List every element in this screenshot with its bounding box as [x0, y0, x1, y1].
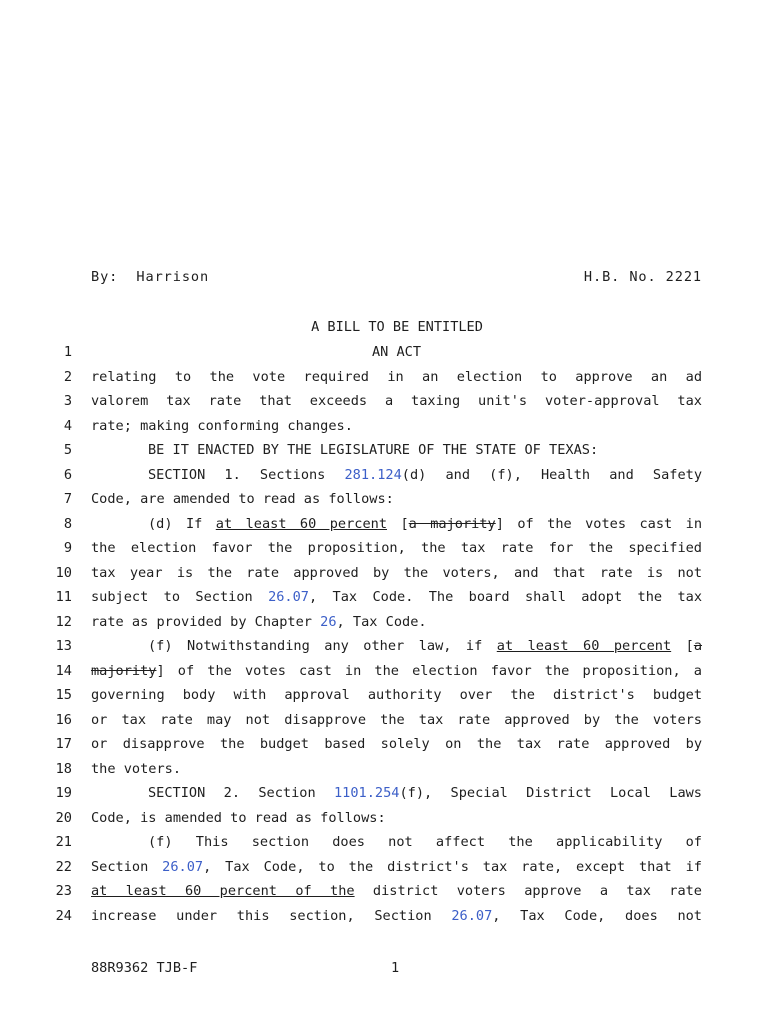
line-text: subject to Section 26.07, Tax Code. The board shall adopt the tax — [91, 589, 702, 606]
act-heading: AN ACT — [371, 344, 422, 360]
statute-link[interactable]: 1101.254 — [333, 785, 400, 802]
inserted-text: at least 60 percent — [215, 515, 388, 532]
statute-link[interactable]: 281.124 — [344, 466, 402, 483]
bill-line — [0, 563, 770, 588]
bill-line — [0, 906, 770, 931]
line-number: 12 — [55, 613, 72, 630]
deleted-text: majority — [91, 662, 157, 679]
line-number: 3 — [63, 393, 72, 410]
enacting-clause: BE IT ENACTED BY THE LEGISLATURE OF THE STATE OF TEXAS: — [148, 442, 599, 459]
bill-line — [0, 734, 770, 759]
bill-line — [0, 440, 770, 465]
line-number: 17 — [55, 736, 72, 753]
line-number: 16 — [55, 711, 72, 728]
bill-line — [0, 465, 770, 490]
line-number: 4 — [63, 417, 72, 434]
page-number: 1 — [391, 960, 400, 976]
line-text: governing body with approval authority over the district's budget — [91, 687, 702, 704]
line-text: valorem tax rate that exceeds a taxing unit's voter-approval tax — [91, 393, 702, 410]
document-code: 88R9362 TJB-F — [91, 960, 198, 976]
bill-line — [0, 416, 770, 441]
line-number: 24 — [55, 907, 72, 924]
bill-author: By: Harrison — [91, 269, 210, 285]
line-text: (f) This section does not affect the applicability of — [148, 834, 702, 851]
bill-line — [0, 661, 770, 686]
line-number: 8 — [63, 515, 72, 532]
line-text: (f) Notwithstanding any other law, if at least 60 percent [a — [148, 638, 703, 655]
line-text: or tax rate may not disapprove the tax rate approved by the voters — [91, 711, 702, 728]
line-number: 11 — [55, 589, 72, 606]
line-text: Code, is amended to read as follows: — [91, 809, 386, 826]
statute-link[interactable]: 26.07 — [451, 907, 493, 924]
line-number: 15 — [55, 687, 72, 704]
line-number: 13 — [55, 638, 72, 655]
bill-line — [0, 612, 770, 637]
line-text: increase under this section, Section 26.07, Tax Code, does not — [91, 907, 702, 924]
line-text: Section 26.07, Tax Code, to the district's tax rate, except that if — [91, 858, 702, 875]
line-text: the voters. — [91, 760, 182, 777]
line-text: majority] of the votes cast in the election favor the proposition, a — [91, 662, 702, 679]
bill-number: H.B. No. 2221 — [583, 269, 702, 285]
line-number: 7 — [63, 491, 72, 508]
line-number: 22 — [55, 858, 72, 875]
line-text: Code, are amended to read as follows: — [91, 491, 394, 508]
inserted-text: at least 60 percent of the — [91, 883, 355, 900]
line-text: or disapprove the budget based solely on the tax rate approved by — [91, 736, 702, 753]
bill-line — [0, 391, 770, 416]
bill-line — [0, 538, 770, 563]
line-number: 10 — [55, 564, 72, 581]
statute-link[interactable]: 26.07 — [162, 858, 204, 875]
statute-link[interactable]: 26.07 — [268, 589, 309, 606]
bill-line — [0, 832, 770, 857]
deleted-text: a — [693, 638, 703, 655]
bill-line — [0, 857, 770, 882]
line-text: SECTION 1. Sections 281.124(d) and (f), Health and Safety — [148, 466, 702, 483]
line-text: relating to the vote required in an election to approve an ad — [91, 368, 702, 385]
bill-line — [0, 489, 770, 514]
line-text: tax year is the rate approved by the voters, and that rate is not — [91, 564, 702, 581]
line-text: the election favor the proposition, the tax rate for the specified — [91, 540, 702, 557]
bill-title: A BILL TO BE ENTITLED — [311, 319, 483, 335]
bill-header — [91, 269, 702, 289]
bill-line — [0, 342, 770, 367]
line-number: 2 — [63, 368, 72, 385]
line-text: at least 60 percent of the district voters approve a tax rate — [91, 883, 702, 900]
statute-link[interactable]: 26 — [320, 613, 337, 630]
deleted-text: a majority — [408, 515, 496, 532]
bill-line — [0, 783, 770, 808]
line-number: 14 — [55, 662, 72, 679]
line-number: 18 — [55, 760, 72, 777]
page-footer — [91, 960, 702, 980]
line-number: 19 — [55, 785, 72, 802]
line-number: 20 — [55, 809, 72, 826]
line-number: 21 — [55, 834, 72, 851]
line-number: 6 — [63, 466, 72, 483]
line-text: (d) If at least 60 percent [a majority] of the votes cast in — [148, 515, 703, 532]
bill-line — [0, 710, 770, 735]
bill-line — [0, 514, 770, 539]
bill-line — [0, 636, 770, 661]
bill-line — [0, 808, 770, 833]
bill-line — [0, 685, 770, 710]
inserted-text: at least 60 percent — [496, 638, 672, 655]
line-number: 9 — [63, 540, 72, 557]
line-number: 5 — [63, 442, 72, 459]
bill-line — [0, 587, 770, 612]
line-number: 23 — [55, 883, 72, 900]
bill-line — [0, 759, 770, 784]
bill-line — [0, 367, 770, 392]
line-text: SECTION 2. Section 1101.254(f), Special District Local Laws — [148, 785, 702, 802]
bill-line — [0, 881, 770, 906]
line-text: rate; making conforming changes. — [91, 417, 353, 434]
bill-text — [0, 342, 770, 930]
line-text: rate as provided by Chapter 26, Tax Code. — [91, 613, 427, 630]
line-number: 1 — [63, 344, 72, 360]
